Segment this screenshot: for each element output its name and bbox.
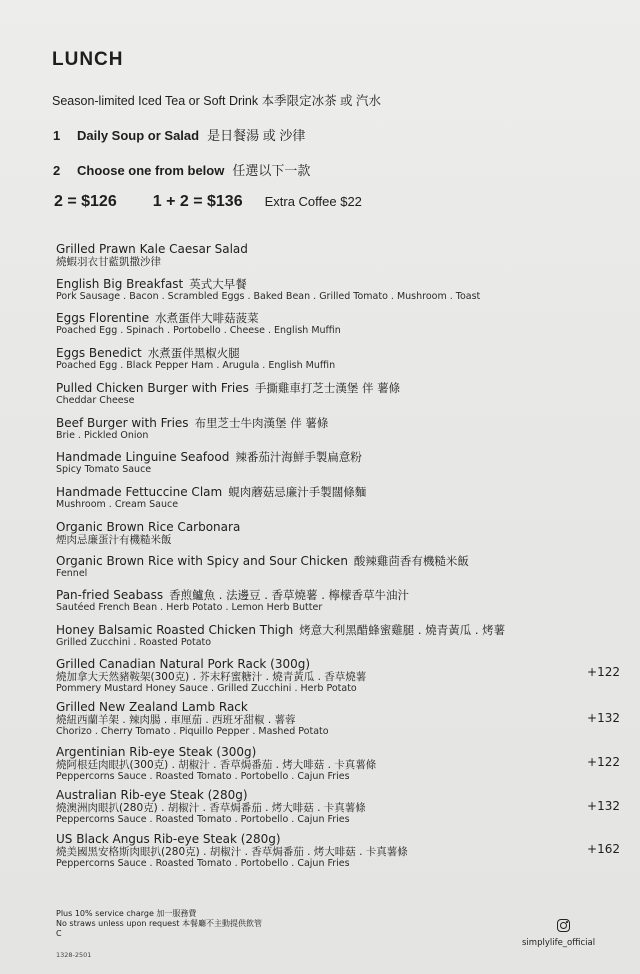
menu-item xyxy=(56,832,616,870)
item-name xyxy=(56,832,616,846)
item-name-zh: 布里芝士牛肉漢堡 伴 薯條 xyxy=(194,416,329,430)
item-name-zh: 水煮蛋伴黑椒火腿 xyxy=(147,346,240,360)
menu-item xyxy=(56,346,616,372)
item-name-en: Grilled Canadian Natural Pork Rack (300g) xyxy=(56,657,311,671)
item-surcharge: +122 xyxy=(587,665,620,679)
item-name xyxy=(56,381,616,395)
menu-item xyxy=(56,623,616,649)
menu-item xyxy=(56,520,616,546)
item-name xyxy=(56,623,616,637)
item-name-zh: 蜆肉蘑菇忌廉汁手製闊條麵 xyxy=(228,485,367,499)
item-name-zh: 辣番茄汁海鮮手製扁意粉 xyxy=(235,450,362,464)
item-surcharge: +132 xyxy=(587,711,620,725)
instagram-handle: simplylife_official xyxy=(522,938,596,948)
item-description: Sautéed French Bean . Herb Potato . Lemon Herb Butter xyxy=(56,602,323,613)
item-description: Grilled Zucchini . Roasted Potato xyxy=(56,637,212,648)
menu-item xyxy=(56,657,616,695)
menu-item xyxy=(56,381,616,407)
item-name xyxy=(56,788,616,802)
item-name-en: Organic Brown Rice Carbonara xyxy=(56,520,241,534)
item-chinese-desc: 燒紐西蘭羊架 . 辣肉腸 . 車厘茄 . 西班牙甜椒 . 薯蓉 xyxy=(56,714,296,726)
item-name-en: Honey Balsamic Roasted Chicken Thigh xyxy=(56,623,294,637)
item-description: Poached Egg . Black Pepper Ham . Arugula . English Muffin xyxy=(56,360,336,371)
item-name xyxy=(56,520,616,534)
item-name-zh: 水煮蛋伴大啡菇菠菜 xyxy=(155,311,259,325)
footer-notes xyxy=(56,909,262,939)
step-label-zh: 任選以下一款 xyxy=(232,163,311,178)
menu-item xyxy=(56,311,616,337)
menu-item xyxy=(56,700,616,738)
item-chinese-desc: 煙肉忌廉蛋汁有機糙米飯 xyxy=(56,534,172,546)
item-name xyxy=(56,311,616,325)
service-charge-note: Plus 10% service charge 加一服務費 xyxy=(56,909,197,918)
step-label-zh: 是日餐湯 或 沙律 xyxy=(207,128,306,143)
item-name xyxy=(56,485,616,499)
item-name-en: Handmade Linguine Seafood xyxy=(56,450,230,464)
menu-letter: C xyxy=(56,929,62,938)
item-name xyxy=(56,277,616,291)
item-description: Peppercorns Sauce . Roasted Tomato . Portobello . Cajun Fries xyxy=(56,858,350,869)
item-description: Cheddar Cheese xyxy=(56,395,135,406)
step-label: Choose one from below xyxy=(77,163,225,178)
menu-item xyxy=(56,588,616,614)
item-description: Fennel xyxy=(56,568,88,579)
price-line xyxy=(54,193,362,211)
item-name xyxy=(56,745,616,759)
item-name-en: Grilled Prawn Kale Caesar Salad xyxy=(56,242,248,256)
menu-item xyxy=(56,450,616,476)
item-name xyxy=(56,554,616,568)
menu-item xyxy=(56,485,616,511)
item-name-en: Eggs Benedict xyxy=(56,346,142,360)
menu-item xyxy=(56,788,616,826)
step-1 xyxy=(53,125,305,144)
item-chinese-desc: 燒加拿大天然豬鞍架(300克) . 芥末籽蜜糖汁 . 燒青黃瓜 . 香草燒薯 xyxy=(56,671,367,683)
item-chinese-desc: 燒美國黑安格斯肉眼扒(280克) . 胡椒汁 . 香草焗番茄 . 烤大啡菇 . 卡真薯條 xyxy=(56,846,408,858)
item-description: Poached Egg . Spinach . Portobello . Cheese . English Muffin xyxy=(56,325,341,336)
item-name-en: Pulled Chicken Burger with Fries xyxy=(56,381,249,395)
item-chinese-desc: 燒蝦羽衣甘藍凱撒沙律 xyxy=(56,256,161,268)
extra-coffee: Extra Coffee $22 xyxy=(264,194,362,209)
menu-item xyxy=(56,416,616,442)
item-name-en: Beef Burger with Fries xyxy=(56,416,189,430)
item-description: Brie . Pickled Onion xyxy=(56,430,149,441)
season-drink-line: Season-limited Iced Tea or Soft Drink 本季限定冰茶 或 汽水 xyxy=(52,94,382,108)
menu-title: LUNCH xyxy=(52,49,124,70)
item-name-en: Pan-fried Seabass xyxy=(56,588,164,602)
item-description: Mushroom . Cream Sauce xyxy=(56,499,179,510)
item-description: Pork Sausage . Bacon . Scrambled Eggs . Baked Bean . Grilled Tomato . Mushroom . Toast xyxy=(56,291,481,302)
item-description: Chorizo . Cherry Tomato . Piquillo Pepper . Mashed Potato xyxy=(56,726,329,737)
item-description: Peppercorns Sauce . Roasted Tomato . Portobello . Cajun Fries xyxy=(56,814,350,825)
price-2: 2 = $126 xyxy=(54,193,117,210)
item-name xyxy=(56,242,616,256)
menu-code: 1328-2501 xyxy=(56,951,92,959)
menu-item xyxy=(56,242,616,268)
item-name xyxy=(56,346,616,360)
item-name xyxy=(56,657,616,671)
item-name-en: Eggs Florentine xyxy=(56,311,150,325)
item-name-zh: 英式大早餐 xyxy=(189,277,247,291)
item-name-en: Argentinian Rib-eye Steak (300g) xyxy=(56,745,257,759)
item-name-zh: 酸辣雞茴香有機糙米飯 xyxy=(353,554,469,568)
item-name-en: English Big Breakfast xyxy=(56,277,184,291)
step-number: 2 xyxy=(53,163,61,178)
step-number: 1 xyxy=(53,128,61,143)
straws-note: No straws unless upon request 本餐廳不主動提供飲管 xyxy=(56,919,262,928)
item-name-zh: 手撕雞車打芝士漢堡 伴 薯條 xyxy=(254,381,401,395)
item-description: Spicy Tomato Sauce xyxy=(56,464,152,475)
price-1-plus-2: 1 + 2 = $136 xyxy=(152,193,243,210)
menu-item xyxy=(56,745,616,783)
item-name xyxy=(56,450,616,464)
item-name xyxy=(56,700,616,714)
item-surcharge: +132 xyxy=(587,799,620,813)
menu-item xyxy=(56,554,616,580)
instagram-icon xyxy=(557,919,570,932)
item-name-en: Grilled New Zealand Lamb Rack xyxy=(56,700,248,714)
item-name-en: Handmade Fettuccine Clam xyxy=(56,485,223,499)
item-chinese-desc: 燒阿根廷肉眼扒(300克) . 胡椒汁 . 香草焗番茄 . 烤大啡菇 . 卡真薯條 xyxy=(56,759,377,771)
step-label: Daily Soup or Salad xyxy=(77,128,200,143)
step-2 xyxy=(53,160,310,179)
item-name-en: Organic Brown Rice with Spicy and Sour Chicken xyxy=(56,554,348,568)
item-surcharge: +162 xyxy=(587,842,620,856)
item-description: Pommery Mustard Honey Sauce . Grilled Zucchini . Herb Potato xyxy=(56,683,357,694)
item-name-en: US Black Angus Rib-eye Steak (280g) xyxy=(56,832,281,846)
menu-item xyxy=(56,277,616,303)
item-surcharge: +122 xyxy=(587,755,620,769)
item-description: Peppercorns Sauce . Roasted Tomato . Portobello . Cajun Fries xyxy=(56,771,350,782)
item-name-zh: 香煎鱸魚 . 法邊豆 . 香草燒薯 . 檸檬香草牛油汁 xyxy=(169,588,410,602)
item-name-zh: 烤意大利黑醋蜂蜜雞腿 . 燒青黃瓜 . 烤薯 xyxy=(299,623,506,637)
item-name-en: Australian Rib-eye Steak (280g) xyxy=(56,788,248,802)
item-name xyxy=(56,588,616,602)
item-name xyxy=(56,416,616,430)
item-chinese-desc: 燒澳洲肉眼扒(280克) . 胡椒汁 . 香草焗番茄 . 烤大啡菇 . 卡真薯條 xyxy=(56,802,366,814)
